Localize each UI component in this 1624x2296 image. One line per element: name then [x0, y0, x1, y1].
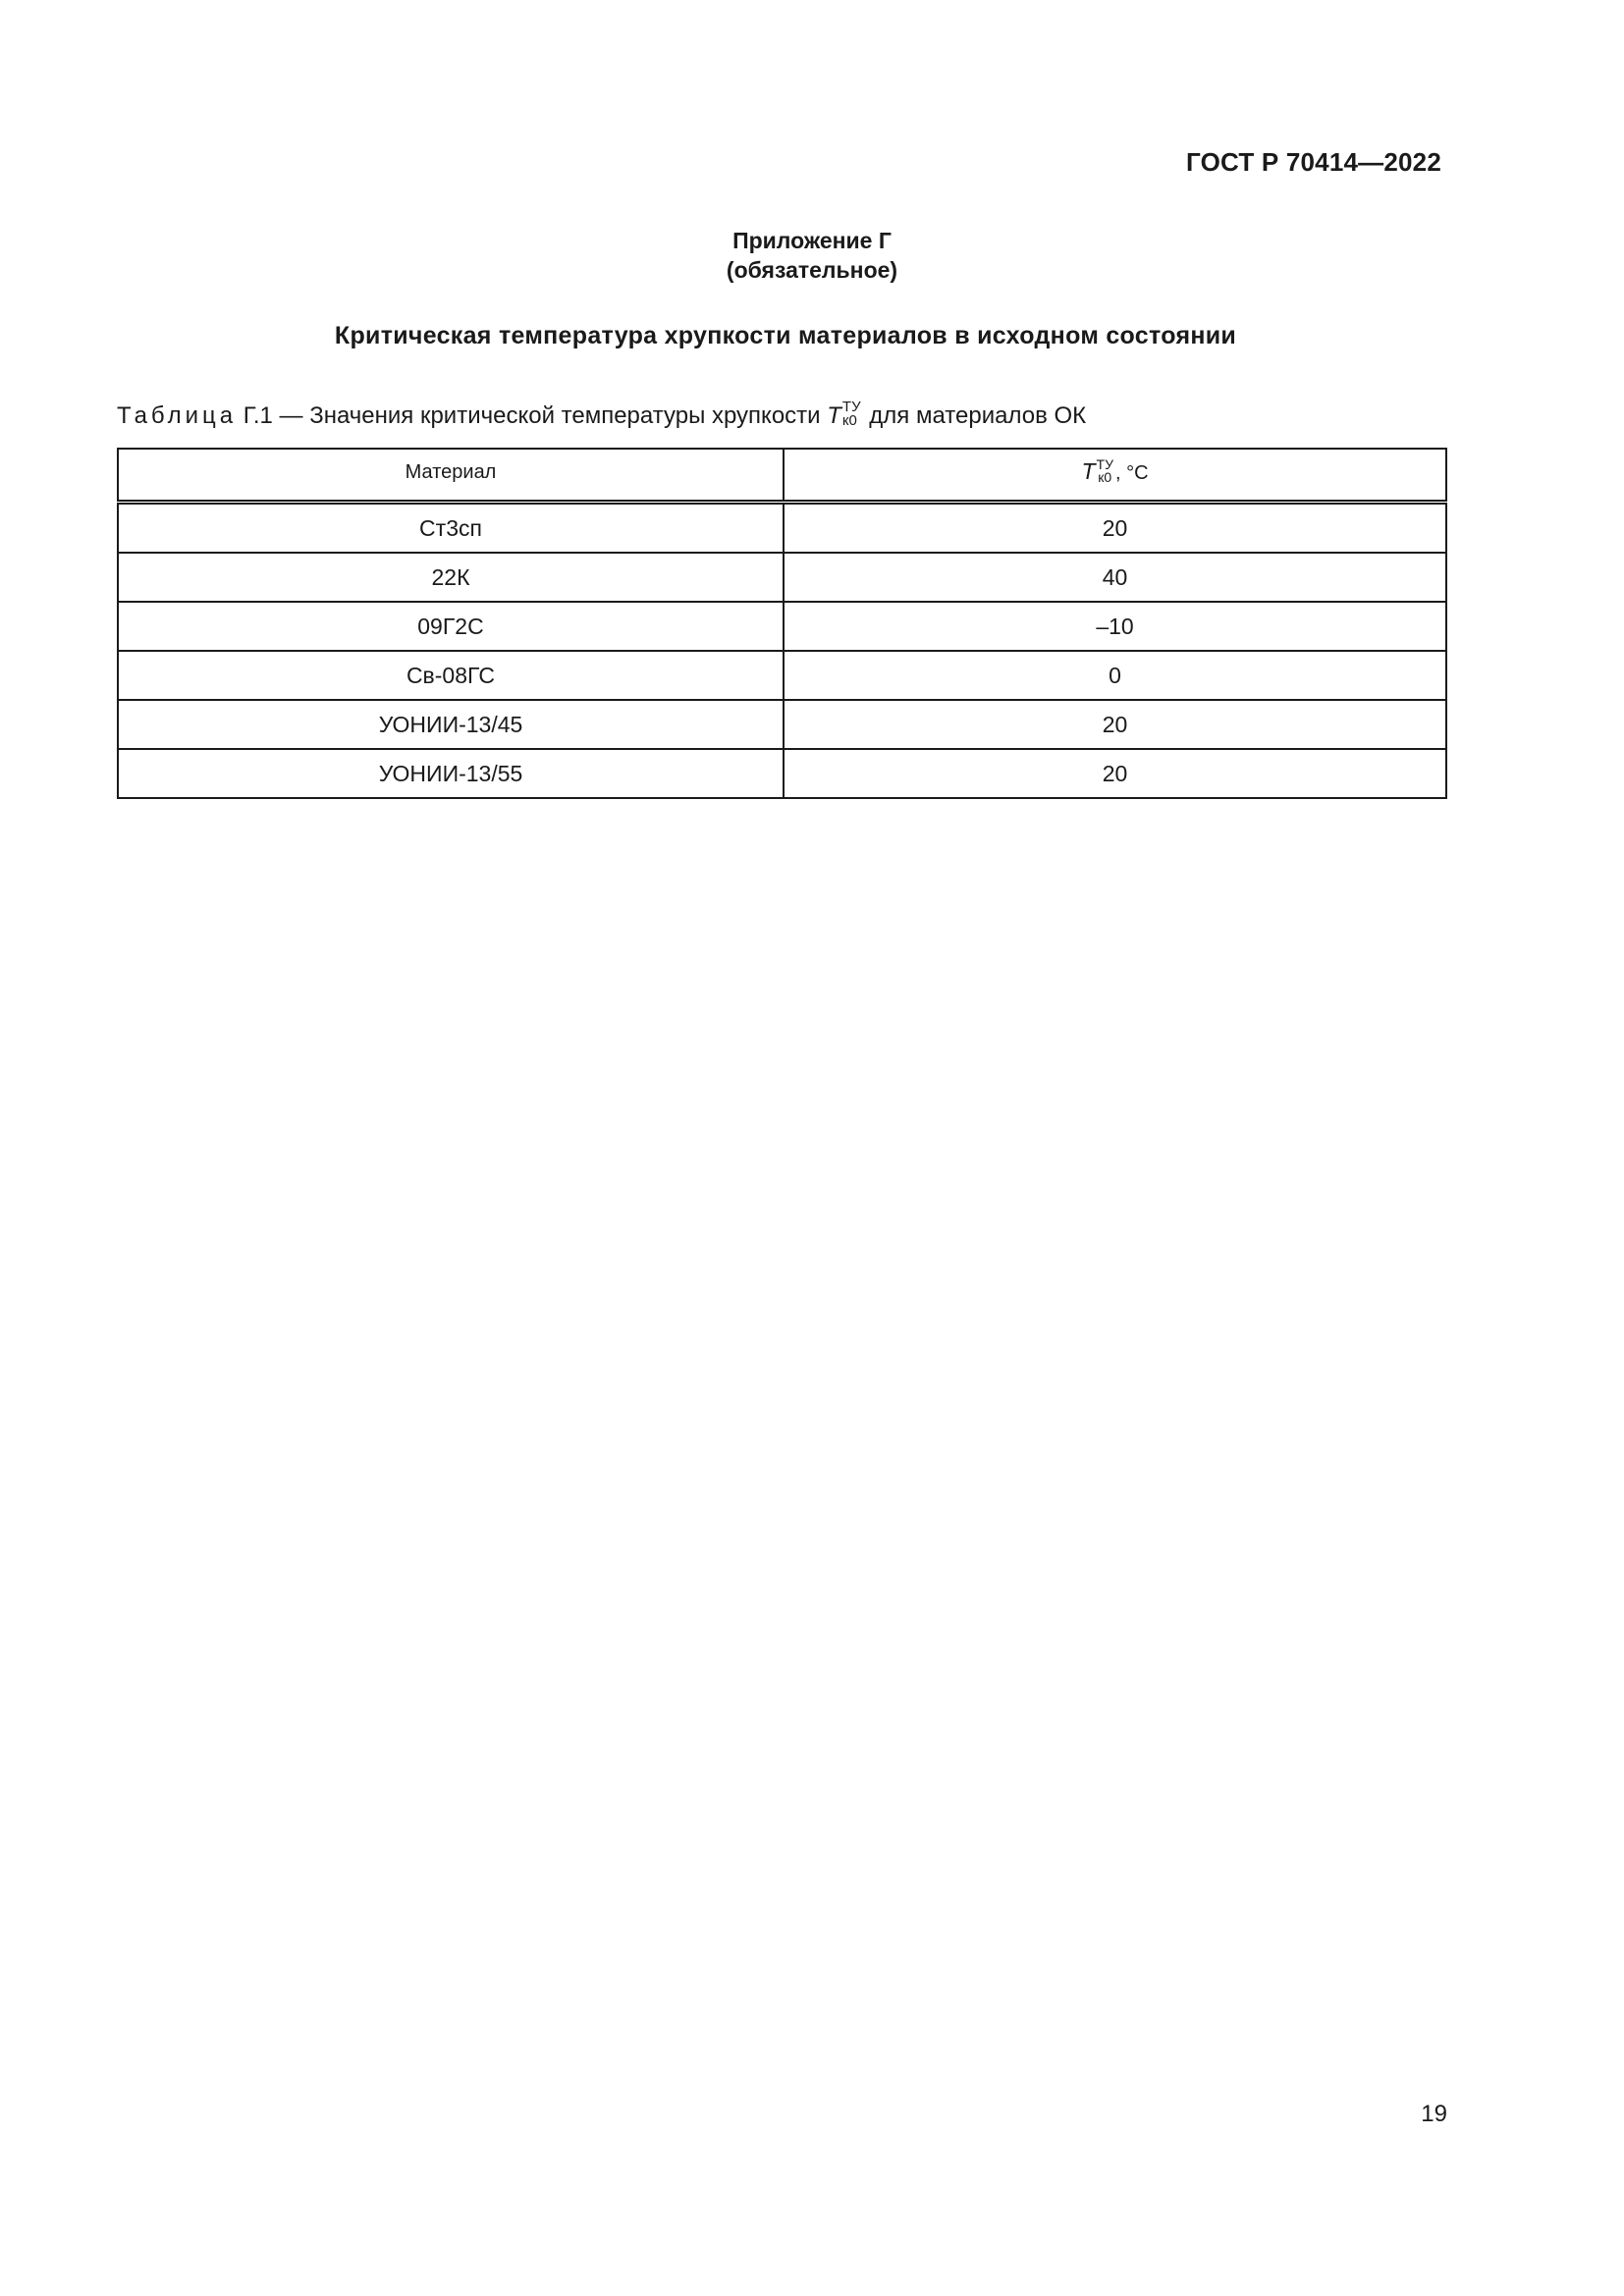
table-row	[118, 503, 1446, 554]
table-row	[118, 651, 1446, 700]
caption-text: Г.1 — Значения критической температуры хрупкости	[243, 402, 821, 429]
cell-value: 40	[784, 553, 1446, 602]
section-heading: Критическая температура хрупкости материалов в исходном состоянии	[334, 322, 1237, 349]
header-temperature	[784, 449, 1446, 503]
symbol-superscript: ТУ	[841, 398, 861, 415]
cell-material: Св-08ГС	[118, 651, 784, 700]
caption-suffix: для материалов ОК	[869, 402, 1087, 429]
cell-value: 20	[784, 503, 1446, 554]
cell-material: УОНИИ-13/45	[118, 700, 784, 749]
table-row	[118, 749, 1446, 798]
symbol-subscript: к0	[841, 411, 857, 429]
appendix-status: (обязательное)	[726, 257, 898, 283]
table-row	[118, 602, 1446, 651]
cell-material: 09Г2С	[118, 602, 784, 651]
cell-value: 0	[784, 651, 1446, 700]
header-material: Материал	[118, 449, 784, 503]
table-row	[118, 553, 1446, 602]
caption-prefix: Таблица	[117, 402, 238, 429]
header-symbol: T ТУ к0	[1081, 455, 1113, 485]
document-code: ГОСТ Р 70414—2022	[1186, 147, 1441, 177]
data-table	[117, 448, 1447, 799]
table-row	[118, 700, 1446, 749]
appendix-label: Приложение Г	[732, 228, 892, 253]
cell-material: Ст3сп	[118, 503, 784, 554]
cell-value: 20	[784, 749, 1446, 798]
header-unit: , °С	[1114, 462, 1149, 485]
cell-value: –10	[784, 602, 1446, 651]
caption-symbol	[827, 398, 861, 431]
cell-material: 22К	[118, 553, 784, 602]
cell-value: 20	[784, 700, 1446, 749]
table-caption	[117, 398, 1087, 431]
cell-material: УОНИИ-13/55	[118, 749, 784, 798]
page-number: 19	[1421, 2101, 1447, 2127]
symbol-main: T	[827, 402, 841, 429]
table-header-row	[118, 449, 1446, 503]
appendix-title	[0, 226, 1624, 285]
